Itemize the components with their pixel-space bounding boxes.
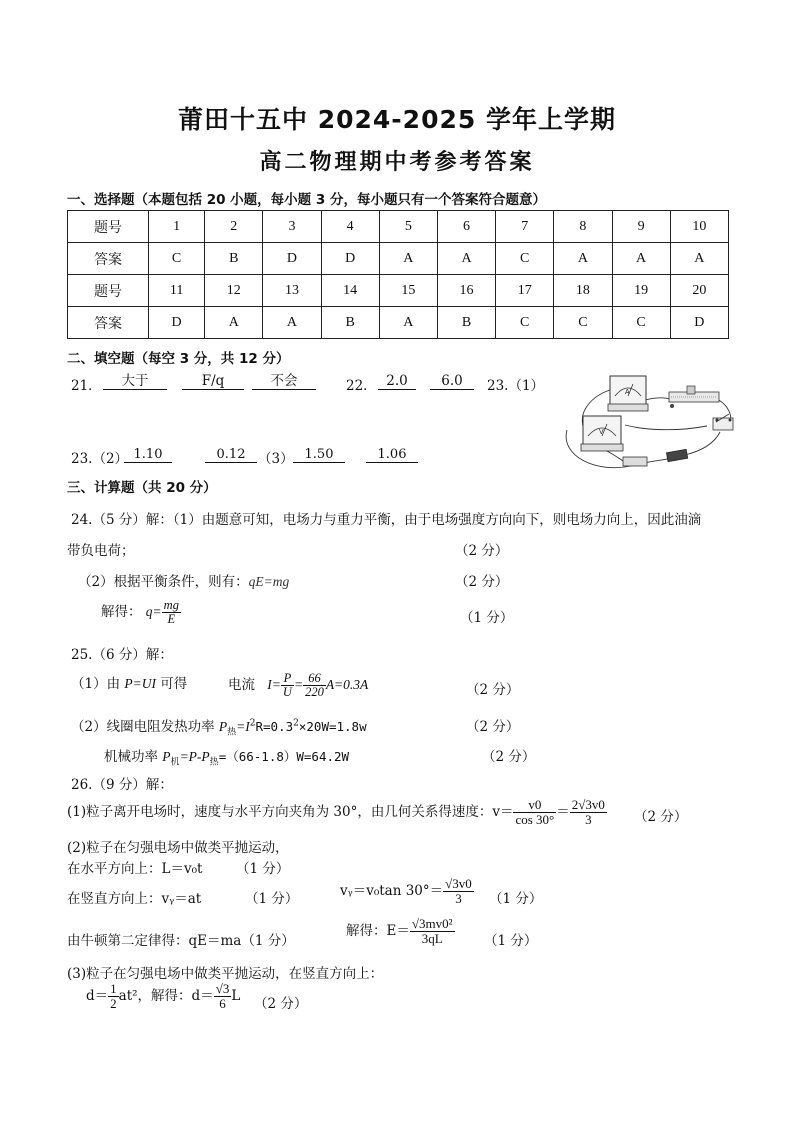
table-row — [68, 307, 729, 339]
table-cell: 17 — [496, 275, 554, 307]
q25-l2-sup: 2 — [249, 718, 256, 729]
q25-line1-current — [228, 672, 368, 699]
ammeter-icon — [608, 376, 648, 411]
q21-label: 21． — [71, 378, 102, 394]
q25-l2-text: （2）线圈电阻发热功率 — [71, 719, 219, 735]
wire — [605, 450, 625, 462]
table-cell: C — [554, 307, 612, 339]
voltmeter-letter: V — [599, 429, 604, 436]
fraction-numerator: √3mv0² — [411, 916, 453, 931]
table-cell: A — [670, 243, 728, 275]
q26-l5b-text: 解得：E＝ — [346, 923, 410, 939]
table-cell: 11 — [149, 275, 205, 307]
table-cell: A — [379, 307, 437, 339]
fraction-denominator: U — [282, 685, 292, 699]
section1-heading: 一、选择题（本题包括 20 小题，每小题 3 分，每小题只有一个答案符合题意） — [67, 192, 546, 208]
q26-line3: 在水平方向上：L＝v₀t — [67, 861, 203, 877]
table-cell: C — [496, 307, 554, 339]
fraction-numerator: √3 — [215, 981, 230, 996]
q26-l7-c: L — [231, 988, 241, 1004]
q25-l3-sub2: 热 — [209, 757, 219, 768]
fraction-denominator: 3qL — [421, 931, 443, 946]
q24-score2: （2 分） — [455, 574, 509, 590]
q25-current-label: 电流 — [228, 677, 255, 693]
wire — [685, 432, 720, 455]
q26-line5b — [346, 917, 455, 946]
table-cell: 16 — [437, 275, 495, 307]
table-cell: 20 — [670, 275, 728, 307]
q25-equals: = — [293, 677, 304, 692]
fraction-numerator: mg — [163, 598, 179, 612]
q22-label: 22． — [346, 378, 377, 394]
table-cell: A — [612, 243, 670, 275]
table-cell: C — [496, 243, 554, 275]
q25-line2 — [71, 715, 367, 738]
fraction-numerator: 1 — [110, 981, 117, 996]
q25-l1-text2: 可得 — [156, 676, 188, 692]
q23-3-blank-2: 1.06 — [366, 447, 418, 463]
fraction-denominator: E — [167, 612, 176, 626]
q26-score2: （1 分） — [236, 861, 290, 877]
rheostat-icon — [669, 386, 719, 408]
q26-fraction-6 — [214, 982, 232, 1011]
table-cell: 18 — [554, 275, 612, 307]
table-cell: A — [263, 307, 321, 339]
table-cell: 2 — [205, 211, 263, 243]
q23-3-label: （3） — [258, 451, 294, 467]
row-label: 题号 — [68, 211, 149, 243]
table-cell: 15 — [379, 275, 437, 307]
fraction-numerator: v0 — [513, 798, 556, 813]
fraction-denominator: 3 — [455, 891, 462, 906]
q25-l1-text: （1）由 — [71, 676, 125, 692]
q24-fraction — [162, 599, 181, 626]
q26-line6: (3)粒子在匀强电场中做类平抛运动，在竖直方向上： — [67, 966, 384, 982]
fraction-numerator: √3v0 — [445, 876, 472, 891]
table-cell: 14 — [321, 275, 379, 307]
q26-fraction-4 — [410, 917, 455, 946]
table-cell: 8 — [554, 211, 612, 243]
table-cell: 9 — [612, 211, 670, 243]
q26-fraction-5 — [108, 982, 119, 1011]
table-cell: A — [205, 307, 263, 339]
fraction-numerator: 2√3v0 — [571, 797, 605, 812]
q25-l2-sub: 热 — [227, 727, 237, 738]
voltmeter-icon — [581, 416, 623, 451]
table-cell: 13 — [263, 275, 321, 307]
q26-score5: （1 分） — [484, 933, 538, 949]
q24-line4-text: 解得： — [101, 604, 142, 620]
q24-eq2-lhs: q= — [145, 604, 162, 619]
q24-line2: 带负电荷； — [67, 543, 135, 559]
q23-2-label: 23.（2） — [71, 451, 129, 467]
q24-eq1: qE=mg — [248, 574, 290, 589]
fraction-denominator: 3 — [585, 812, 592, 827]
q26-line7 — [86, 982, 240, 1011]
q25-l3-text: 机械功率 — [104, 749, 163, 765]
row-label: 答案 — [68, 307, 149, 339]
table-cell: D — [321, 243, 379, 275]
fraction-denominator: 2 — [110, 996, 117, 1011]
fraction-numerator: P — [281, 672, 294, 686]
q26-fraction-3 — [443, 877, 474, 906]
table-cell: B — [321, 307, 379, 339]
page-subtitle: 高二物理期中考参考答案 — [259, 150, 535, 175]
q26-l4b-text: vᵧ＝v₀tan 30°＝ — [340, 883, 444, 899]
q26-score3: （1 分） — [245, 891, 299, 907]
fraction-denominator: 6 — [219, 996, 226, 1011]
battery-icon — [623, 449, 688, 466]
table-cell: 3 — [263, 211, 321, 243]
q26-l1-text: (1)粒子离开电场时，速度与水平方向夹角为 30°，由几何关系得速度：v＝ — [67, 804, 514, 820]
q26-line4b — [340, 877, 474, 906]
table-cell: 6 — [437, 211, 495, 243]
q24-line1: 24.（5 分）解：（1）由题意可知，电场力与重力平衡，由于电场强度方向向下，则电场力向上，因此油滴 — [71, 512, 702, 528]
q24-line4 — [101, 599, 181, 626]
q23-2-blank-2: 0.12 — [205, 447, 257, 463]
q26-score4: （1 分） — [489, 891, 543, 907]
table-row — [68, 243, 729, 275]
table-cell: 7 — [496, 211, 554, 243]
q25-l2-P: P — [218, 719, 228, 734]
q25-head: 25.（6 分）解： — [71, 647, 173, 663]
q26-fraction-1 — [513, 798, 556, 827]
q26-fraction-2 — [570, 798, 607, 827]
q26-head: 26.（9 分）解： — [71, 777, 173, 793]
fraction-denominator: 220 — [305, 685, 324, 699]
switch-icon — [713, 414, 733, 430]
table-cell: 4 — [321, 211, 379, 243]
table-cell: D — [263, 243, 321, 275]
table-cell: B — [205, 243, 263, 275]
q22-blank-1: 2.0 — [378, 374, 416, 390]
q25-l2-c: R=0.3 — [255, 719, 294, 734]
q26-score1: （2 分） — [634, 809, 688, 825]
row-label: 答案 — [68, 243, 149, 275]
q25-score3: （2 分） — [482, 749, 536, 765]
q25-l3-P: P — [162, 749, 171, 764]
table-cell: 5 — [379, 211, 437, 243]
table-row — [68, 211, 729, 243]
q24-score1: （2 分） — [455, 543, 509, 559]
page-title: 莆田十五中 2024-2025 学年上学期 — [178, 105, 616, 134]
q25-score1: （2 分） — [466, 682, 520, 698]
q25-l3-sub: 机 — [170, 757, 180, 768]
table-cell: D — [670, 307, 728, 339]
row-label: 题号 — [68, 275, 149, 307]
q25-l1-eq: P=UI — [124, 676, 156, 691]
q24-line3 — [78, 570, 289, 590]
table-cell: 1 — [149, 211, 205, 243]
q25-l3-c: =（66-1.8）W=64.2W — [218, 749, 350, 764]
table-cell: C — [612, 307, 670, 339]
table-cell: 10 — [670, 211, 728, 243]
q25-I: I= — [267, 677, 281, 692]
q26-line4: 在竖直方向上：vᵧ＝at — [67, 891, 202, 907]
section2-heading: 二、填空题（每空 3 分，共 12 分） — [67, 351, 290, 367]
wire — [625, 425, 707, 430]
fraction-numerator: 66 — [303, 672, 326, 686]
q21-blank-3: 不会 — [252, 374, 316, 390]
answer-table — [67, 210, 729, 339]
section3-heading: 三、计算题（共 20 分） — [67, 480, 217, 496]
q26-line2: (2)粒子在匀强电场中做类平抛运动， — [67, 840, 289, 856]
table-cell: A — [437, 243, 495, 275]
q22-blank-2: 6.0 — [430, 374, 474, 390]
q26-l1-equals: ＝ — [556, 804, 570, 820]
q23-2-blank-1: 1.10 — [124, 447, 172, 463]
q23-3-blank-1: 1.50 — [293, 447, 345, 463]
table-cell: 19 — [612, 275, 670, 307]
q25-l2-d: ×20W=1.8w — [298, 719, 367, 734]
q25-line1 — [71, 672, 187, 692]
table-cell: A — [379, 243, 437, 275]
table-cell: C — [149, 243, 205, 275]
q26-l7-b: at²，解得：d＝ — [118, 988, 214, 1004]
q24-line3-text: （2）根据平衡条件，则有： — [78, 574, 249, 590]
q24-score3: （1 分） — [460, 610, 514, 626]
q23-1-label: 23.（1） — [487, 378, 545, 394]
q21-blank-1: 大于 — [103, 374, 167, 390]
q25-line3 — [104, 745, 349, 768]
table-cell: A — [554, 243, 612, 275]
table-cell: D — [149, 307, 205, 339]
q25-result: A=0.3A — [325, 677, 369, 692]
q26-line5: 由牛顿第二定律得：qE＝ma（1 分） — [67, 933, 295, 949]
table-cell: 12 — [205, 275, 263, 307]
q25-fraction-2 — [303, 672, 326, 699]
table-row — [68, 275, 729, 307]
q25-score2: （2 分） — [466, 719, 520, 735]
table-cell: B — [437, 307, 495, 339]
q26-line1 — [67, 798, 607, 827]
q25-l2-b: =I — [236, 719, 250, 734]
q21-blank-2: F/q — [182, 374, 244, 390]
q25-l2-sup2: 2 — [293, 718, 299, 729]
fraction-denominator: cos 30° — [515, 812, 555, 827]
circuit-figure — [555, 370, 745, 480]
q25-fraction-1 — [281, 672, 294, 699]
q26-score6: （2 分） — [254, 996, 308, 1012]
ammeter-letter: A — [625, 389, 630, 396]
q25-l3-b: =P-P — [179, 749, 210, 764]
q26-l7-a: d＝ — [86, 988, 109, 1004]
